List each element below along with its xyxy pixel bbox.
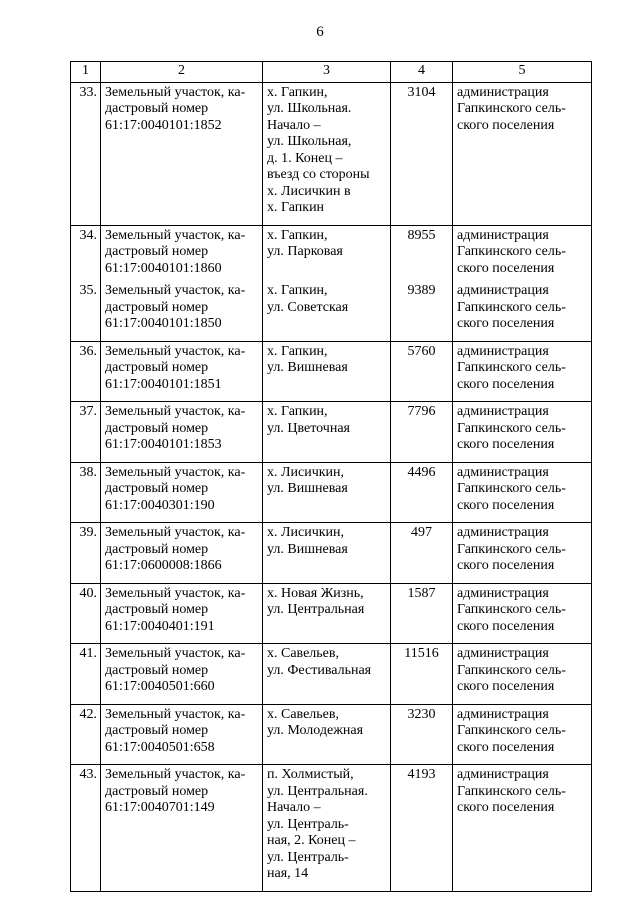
plot-address-cell	[263, 281, 391, 341]
plot-address-line: ул. Советская	[267, 299, 349, 315]
plot-name-line: дастровый номер	[105, 481, 209, 496]
plot-owner-line: Гапкинского сель-	[457, 420, 566, 436]
plot-address-cell	[263, 523, 391, 584]
header-col-4: 4	[391, 62, 453, 83]
plot-name-line: 61:17:0600008:1866	[105, 558, 222, 573]
plot-owner-line: Гапкинского сель-	[457, 299, 566, 315]
plot-address-cell	[263, 462, 391, 523]
plot-address-line: въезд со стороны	[267, 167, 370, 182]
plot-area: 8955	[391, 225, 453, 281]
plot-name-line: Земельный участок, ка-	[105, 767, 246, 782]
header-col-5: 5	[453, 62, 592, 83]
plot-address-line: х. Гапкин	[267, 200, 325, 215]
row-number: 40.	[71, 583, 101, 644]
plot-owner-line: администрация	[457, 585, 549, 601]
plot-address-line: Начало –	[267, 800, 321, 815]
plot-name-line: 61:17:0040501:658	[105, 739, 215, 755]
plot-owner-line: ского поселения	[457, 558, 555, 573]
plot-area: 9389	[391, 281, 453, 341]
plot-name-line: Земельный участок, ка-	[105, 404, 246, 419]
plot-name-cell	[101, 402, 263, 463]
plot-owner-line: Гапкинского сель-	[457, 541, 566, 557]
header-col-1: 1	[71, 62, 101, 83]
plot-address-line: ул. Централь-	[267, 849, 349, 865]
table-row	[71, 82, 592, 225]
plot-owner-line: Гапкинского сель-	[457, 244, 566, 259]
row-number: 33.	[71, 82, 101, 225]
row-number: 37.	[71, 402, 101, 463]
plot-address-line: х. Гапкин,	[267, 227, 328, 243]
plot-name-line: дастровый номер	[105, 244, 209, 259]
plot-name-line: 61:17:0040401:191	[105, 618, 215, 634]
plot-address-line: ул. Молодежная	[267, 723, 364, 738]
plot-address-line: х. Гапкин,	[267, 343, 328, 359]
table-row	[71, 462, 592, 523]
plot-owner-line: ского поселения	[457, 376, 555, 392]
plot-name-line: Земельный участок, ка-	[105, 585, 246, 601]
header-col-3: 3	[263, 62, 391, 83]
plot-address-line: Начало –	[267, 117, 321, 133]
plot-owner-cell	[453, 644, 592, 705]
plot-name-line: Земельный участок, ка-	[105, 706, 246, 722]
plot-address-cell	[263, 402, 391, 463]
table-body	[71, 82, 592, 891]
plot-area: 3104	[391, 82, 453, 225]
plot-address-line: х. Новая Жизнь,	[267, 585, 364, 601]
plot-address-line: ная, 14	[267, 866, 309, 881]
plot-owner-line: администрация	[457, 343, 549, 359]
header-row	[71, 62, 592, 83]
plot-owner-line: администрация	[457, 283, 549, 298]
plot-name-line: дастровый номер	[105, 420, 209, 436]
plot-name-line: 61:17:0040101:1850	[105, 316, 222, 331]
plot-address-line: ул. Вишневая	[267, 360, 348, 375]
plot-name-cell	[101, 225, 263, 281]
plot-name-cell	[101, 765, 263, 892]
plot-name-cell	[101, 583, 263, 644]
plot-owner-line: администрация	[457, 227, 549, 243]
plot-address-line: х. Гапкин,	[267, 404, 328, 419]
plot-owner-cell	[453, 281, 592, 341]
plot-address-line: х. Гапкин,	[267, 84, 328, 100]
plot-address-line: ул. Школьная.	[267, 101, 352, 116]
plot-owner-line: администрация	[457, 464, 549, 480]
plot-name-line: дастровый номер	[105, 299, 209, 315]
table-row	[71, 225, 592, 281]
plot-name-line: Земельный участок, ка-	[105, 283, 246, 298]
plot-owner-line: администрация	[457, 525, 549, 540]
plot-owner-line: ского поселения	[457, 800, 555, 815]
plot-name-line: Земельный участок, ка-	[105, 525, 246, 540]
plot-name-line: дастровый номер	[105, 783, 209, 799]
table-row	[71, 523, 592, 584]
plot-owner-cell	[453, 583, 592, 644]
plot-name-line: Земельный участок, ка-	[105, 464, 246, 480]
row-number: 34.	[71, 225, 101, 281]
plot-owner-cell	[453, 765, 592, 892]
plot-address-cell	[263, 644, 391, 705]
row-number: 43.	[71, 765, 101, 892]
plot-name-cell	[101, 523, 263, 584]
plot-name-cell	[101, 82, 263, 225]
plot-owner-line: ского поселения	[457, 618, 555, 634]
plot-owner-line: ского поселения	[457, 739, 555, 755]
plot-address-line: ул. Вишневая	[267, 481, 348, 496]
plot-owner-line: ского поселения	[457, 117, 555, 133]
plot-name-line: дастровый номер	[105, 662, 209, 678]
plot-address-line: ул. Центральная.	[267, 783, 368, 799]
plot-name-line: 61:17:0040101:1851	[105, 376, 222, 392]
plot-owner-cell	[453, 402, 592, 463]
plot-name-line: 61:17:0040301:190	[105, 497, 215, 513]
row-number: 36.	[71, 341, 101, 402]
plot-address-line: ная, 2. Конец –	[267, 833, 356, 848]
plot-owner-cell	[453, 82, 592, 225]
plot-name-line: дастровый номер	[105, 360, 209, 375]
plot-name-line: Земельный участок, ка-	[105, 84, 246, 100]
plot-owner-line: Гапкинского сель-	[457, 662, 566, 678]
plot-address-cell	[263, 704, 391, 765]
plot-owner-line: ского поселения	[457, 679, 555, 694]
plot-name-line: дастровый номер	[105, 101, 209, 116]
plot-address-cell	[263, 341, 391, 402]
plot-name-cell	[101, 704, 263, 765]
plot-name-line: дастровый номер	[105, 602, 209, 617]
plot-name-line: Земельный участок, ка-	[105, 646, 246, 661]
row-number: 41.	[71, 644, 101, 705]
plot-name-line: Земельный участок, ка-	[105, 343, 246, 359]
header-col-2: 2	[101, 62, 263, 83]
plot-owner-line: администрация	[457, 646, 549, 661]
plot-owner-line: администрация	[457, 84, 549, 100]
page-number: 6	[316, 24, 324, 40]
plot-owner-line: Гапкинского сель-	[457, 101, 566, 116]
plot-address-line: ул. Фестивальная	[267, 662, 372, 678]
plot-address-line: ул. Вишневая	[267, 541, 348, 557]
land-plots-table	[70, 61, 592, 892]
plot-owner-cell	[453, 225, 592, 281]
plot-name-line: 61:17:0040101:1860	[105, 260, 222, 276]
plot-address-line: х. Гапкин,	[267, 283, 328, 298]
plot-address-line: ул. Центральная	[267, 602, 365, 617]
plot-address-cell	[263, 82, 391, 225]
table-row	[71, 402, 592, 463]
plot-owner-cell	[453, 523, 592, 584]
plot-owner-line: ского поселения	[457, 497, 555, 513]
plot-name-line: 61:17:0040101:1853	[105, 437, 222, 452]
plot-name-line: 61:17:0040701:149	[105, 800, 215, 815]
plot-address-line: х. Савельев,	[267, 646, 339, 661]
table-row	[71, 644, 592, 705]
plot-owner-line: администрация	[457, 404, 549, 419]
plot-area: 7796	[391, 402, 453, 463]
plot-name-cell	[101, 462, 263, 523]
row-number: 38.	[71, 462, 101, 523]
plot-owner-line: Гапкинского сель-	[457, 783, 566, 799]
plot-name-cell	[101, 281, 263, 341]
plot-owner-line: Гапкинского сель-	[457, 481, 566, 496]
plot-name-line: дастровый номер	[105, 723, 209, 738]
plot-address-line: х. Савельев,	[267, 706, 339, 722]
plot-name-line: 61:17:0040101:1852	[105, 117, 222, 133]
plot-address-line: х. Лисичкин,	[267, 464, 345, 480]
plot-address-line: ул. Централь-	[267, 816, 349, 832]
plot-address-line: д. 1. Конец –	[267, 150, 343, 166]
plot-address-cell	[263, 765, 391, 892]
plot-owner-line: Гапкинского сель-	[457, 360, 566, 375]
plot-owner-line: Гапкинского сель-	[457, 723, 566, 738]
plot-address-line: ул. Школьная,	[267, 134, 352, 149]
plot-address-line: х. Лисичкин в	[267, 183, 351, 199]
plot-owner-line: ского поселения	[457, 437, 555, 452]
plot-owner-cell	[453, 704, 592, 765]
table-row	[71, 583, 592, 644]
plot-address-cell	[263, 583, 391, 644]
plot-owner-cell	[453, 462, 592, 523]
plot-name-line: дастровый номер	[105, 541, 209, 557]
table-row	[71, 704, 592, 765]
plot-name-cell	[101, 341, 263, 402]
row-number: 42.	[71, 704, 101, 765]
plot-address-cell	[263, 225, 391, 281]
table-header	[71, 62, 592, 83]
plot-area: 5760	[391, 341, 453, 402]
plot-name-cell	[101, 644, 263, 705]
plot-area: 4193	[391, 765, 453, 892]
plot-owner-line: администрация	[457, 767, 549, 782]
plot-owner-line: администрация	[457, 706, 549, 722]
plot-owner-line: Гапкинского сель-	[457, 602, 566, 617]
plot-address-line: х. Лисичкин,	[267, 525, 345, 540]
row-number: 35.	[71, 281, 101, 341]
plot-area: 11516	[391, 644, 453, 705]
plot-owner-cell	[453, 341, 592, 402]
table-row	[71, 341, 592, 402]
plot-name-line: 61:17:0040501:660	[105, 679, 215, 694]
plot-address-line: п. Холмистый,	[267, 767, 354, 782]
table-row	[71, 281, 592, 341]
plot-owner-line: ского поселения	[457, 316, 555, 331]
table-row	[71, 765, 592, 892]
plot-area: 4496	[391, 462, 453, 523]
row-number: 39.	[71, 523, 101, 584]
plot-address-line: ул. Парковая	[267, 244, 343, 259]
plot-owner-line: ского поселения	[457, 260, 555, 276]
plot-area: 1587	[391, 583, 453, 644]
plot-area: 497	[391, 523, 453, 584]
plot-name-line: Земельный участок, ка-	[105, 227, 246, 243]
plot-area: 3230	[391, 704, 453, 765]
plot-address-line: ул. Цветочная	[267, 420, 350, 436]
